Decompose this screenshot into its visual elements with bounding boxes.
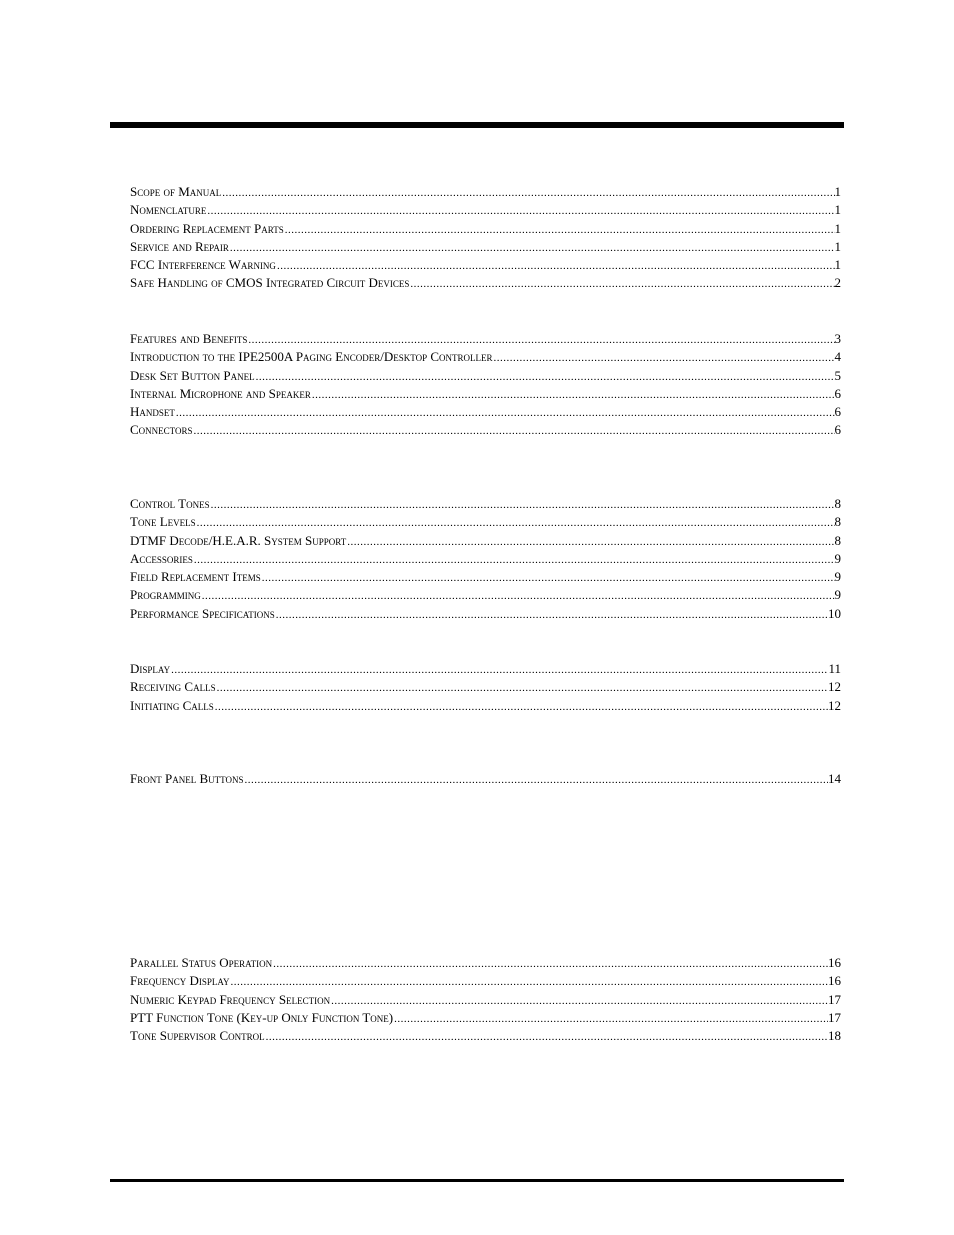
dot-leader <box>170 661 828 679</box>
toc-entry-page: 1 <box>834 202 841 218</box>
dot-leader <box>284 221 835 239</box>
toc-entry-page: 11 <box>828 661 841 676</box>
toc-entry-title: Front Panel Buttons <box>130 771 244 786</box>
toc-section-6 <box>130 954 841 1045</box>
toc-entry-page: 8 <box>834 496 841 511</box>
toc-entry-title: Handset <box>130 404 175 420</box>
toc-section-5 <box>130 770 841 788</box>
toc-entry-title: FCC Interference Warning <box>130 257 276 273</box>
toc-entry-page: 9 <box>834 587 841 603</box>
top-rule <box>110 122 844 128</box>
dot-leader <box>261 569 835 587</box>
toc-entry-page: 1 <box>834 184 841 199</box>
toc-entry[interactable] <box>130 1009 841 1027</box>
toc-entry-title: Tone Supervisor Control <box>130 1028 265 1044</box>
toc-entry-title: Programming <box>130 587 201 603</box>
toc-entry[interactable] <box>130 513 841 531</box>
toc-entry-page: 17 <box>828 991 841 1007</box>
dot-leader <box>265 1028 828 1046</box>
toc-entry[interactable] <box>130 421 841 439</box>
toc-entry-title: Desk Set Button Panel <box>130 367 255 383</box>
toc-entry-title: Display <box>130 661 171 676</box>
dot-leader <box>201 587 835 605</box>
toc-entry-page: 1 <box>834 238 841 254</box>
dot-leader <box>216 679 828 697</box>
dot-leader <box>493 349 835 367</box>
toc-entry[interactable] <box>130 678 841 696</box>
dot-leader <box>311 386 835 404</box>
dot-leader <box>247 331 834 349</box>
toc-entry[interactable] <box>130 697 841 715</box>
toc-entry-title: Accessories <box>130 550 193 566</box>
toc-entry-page: 6 <box>834 385 841 401</box>
toc-entry-title: Numeric Keypad Frequency Selection <box>130 991 331 1007</box>
toc-entry-page: 6 <box>834 422 841 438</box>
toc-entry-page: 12 <box>828 697 841 713</box>
toc-entry-page: 9 <box>834 569 841 585</box>
toc-entry[interactable] <box>130 274 841 292</box>
dot-leader <box>175 404 835 422</box>
toc-entry[interactable] <box>130 403 841 421</box>
toc-entry[interactable] <box>130 550 841 568</box>
toc-entry-title: Introduction to the IPE2500A Paging Encoder/Desktop Controller <box>130 349 493 365</box>
toc-entry[interactable] <box>130 220 841 238</box>
dot-leader <box>193 422 835 440</box>
toc-entry-page: 10 <box>828 605 841 621</box>
toc-entry[interactable] <box>130 770 841 788</box>
toc-entry-title: Parallel Status Operation <box>130 955 273 970</box>
toc-entry-page: 3 <box>834 331 841 346</box>
toc-entry[interactable] <box>130 183 841 201</box>
toc-entry-page: 16 <box>828 955 841 970</box>
dot-leader <box>409 275 834 293</box>
dot-leader <box>330 992 828 1010</box>
toc-entry-title: PTT Function Tone (Key-up Only Function Tone) <box>130 1009 394 1025</box>
dot-leader <box>272 955 828 973</box>
toc-entry[interactable] <box>130 568 841 586</box>
toc-entry-title: Internal Microphone and Speaker <box>130 385 311 401</box>
toc-entry-page: 6 <box>834 404 841 420</box>
toc-entry[interactable] <box>130 201 841 219</box>
toc-entry[interactable] <box>130 1027 841 1045</box>
toc-section-1 <box>130 183 841 293</box>
toc-entry-title: Frequency Display <box>130 973 230 989</box>
toc-entry-title: Nomenclature <box>130 202 207 218</box>
toc-entry[interactable] <box>130 972 841 990</box>
toc-entry[interactable] <box>130 660 841 678</box>
toc-entry[interactable] <box>130 330 841 348</box>
toc-entry-page: 8 <box>834 514 841 530</box>
dot-leader <box>221 184 834 202</box>
dot-leader <box>346 533 834 551</box>
toc-entry[interactable] <box>130 954 841 972</box>
dot-leader <box>229 239 835 257</box>
toc-entry[interactable] <box>130 385 841 403</box>
toc-entry-title: Tone Levels <box>130 514 196 530</box>
dot-leader <box>210 496 835 514</box>
dot-leader <box>206 202 834 220</box>
toc-entry-page: 2 <box>834 275 841 291</box>
toc-entry[interactable] <box>130 586 841 604</box>
toc-entry[interactable] <box>130 238 841 256</box>
dot-leader <box>393 1010 828 1028</box>
bottom-rule <box>110 1179 844 1182</box>
toc-entry-page: 12 <box>828 679 841 695</box>
toc-entry-title: Connectors <box>130 422 193 438</box>
toc-entry-title: Initiating Calls <box>130 697 214 713</box>
dot-leader <box>196 514 835 532</box>
dot-leader <box>214 698 828 716</box>
toc-section-3 <box>130 495 841 623</box>
dot-leader <box>243 771 828 789</box>
toc-entry-page: 5 <box>834 367 841 383</box>
dot-leader <box>230 973 828 991</box>
toc-entry[interactable] <box>130 495 841 513</box>
toc-section-2 <box>130 330 841 440</box>
toc-entry-page: 4 <box>834 349 841 365</box>
dot-leader <box>276 257 835 275</box>
toc-entry-title: Safe Handling of CMOS Integrated Circuit Devices <box>130 275 410 291</box>
toc-entry-page: 1 <box>834 257 841 273</box>
toc-entry-title: Performance Specifications <box>130 605 275 621</box>
dot-leader <box>275 606 828 624</box>
dot-leader <box>193 551 835 569</box>
toc-entry-title: Features and Benefits <box>130 331 248 346</box>
toc-entry-page: 1 <box>834 220 841 236</box>
toc-entry-title: DTMF Decode/H.E.A.R. System Support <box>130 532 347 548</box>
toc-entry-page: 14 <box>828 771 841 786</box>
toc-entry-page: 8 <box>834 532 841 548</box>
toc-entry-page: 17 <box>828 1009 841 1025</box>
toc-entry-page: 9 <box>834 550 841 566</box>
toc-section-4 <box>130 660 841 715</box>
toc-entry-title: Service and Repair <box>130 238 229 254</box>
toc-entry-title: Receiving Calls <box>130 679 216 695</box>
toc-entry-title: Field Replacement Items <box>130 569 261 585</box>
toc-entry[interactable] <box>130 367 841 385</box>
dot-leader <box>255 368 835 386</box>
toc-entry[interactable] <box>130 532 841 550</box>
toc-entry-title: Scope of Manual <box>130 184 222 199</box>
toc-entry[interactable] <box>130 991 841 1009</box>
toc-entry-page: 18 <box>828 1028 841 1044</box>
toc-entry-title: Ordering Replacement Parts <box>130 220 284 236</box>
toc-entry[interactable] <box>130 256 841 274</box>
toc-entry-title: Control Tones <box>130 496 210 511</box>
toc-entry[interactable] <box>130 605 841 623</box>
toc-entry-page: 16 <box>828 973 841 989</box>
toc-entry[interactable] <box>130 348 841 366</box>
